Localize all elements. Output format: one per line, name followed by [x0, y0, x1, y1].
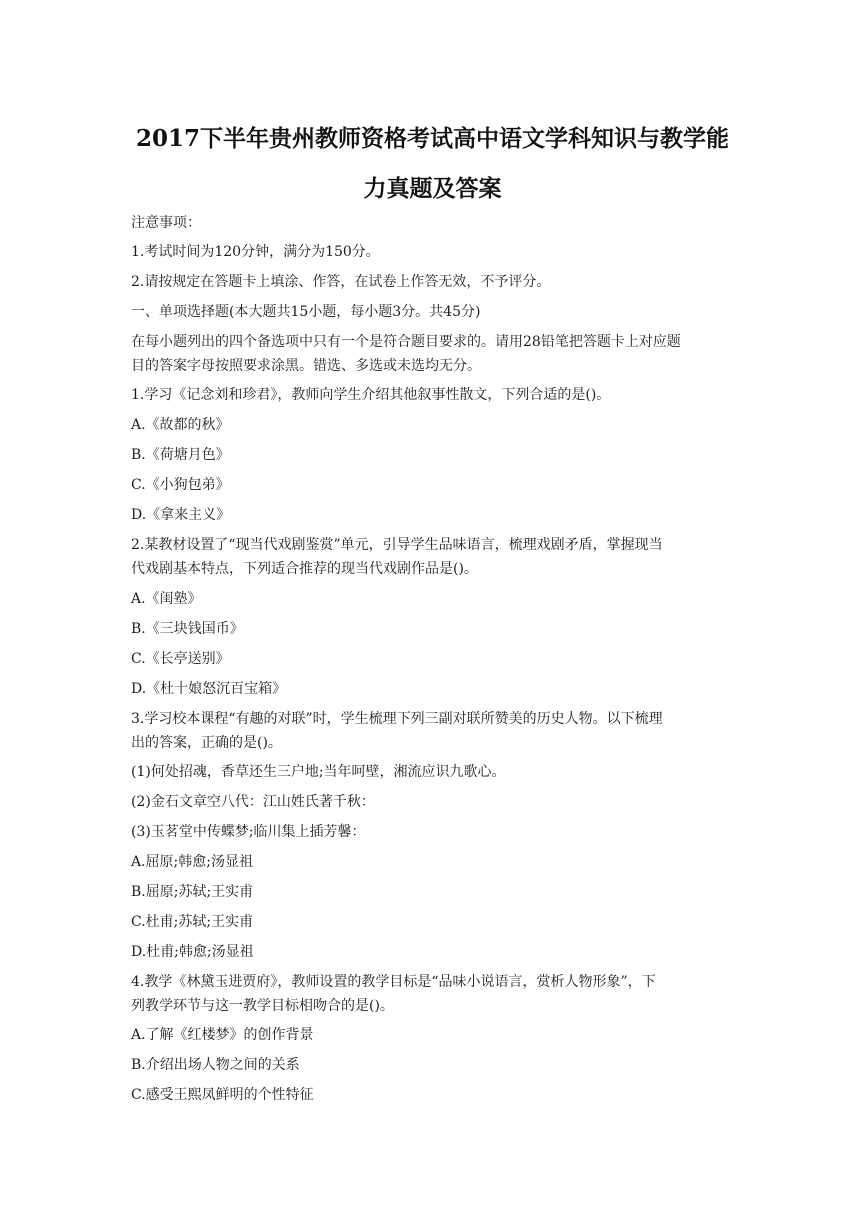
question-4-option-a: A.了解《红楼梦》的创作背景: [131, 1027, 314, 1043]
question-3-option-b: B.屈原;苏轼;王实甫: [131, 884, 254, 900]
question-3-stem-line-1: 3.学习校本课程“有趣的对联”时，学生梳理下列三副对联所赞美的历史人物。以下梳理: [131, 711, 663, 727]
question-2-option-d: D.《杜十娘怒沉百宝箱》: [131, 681, 287, 697]
question-2-option-b: B.《三块钱国币》: [131, 621, 244, 637]
question-2-stem-line-2: 代戏剧基本特点，下列适合推荐的现当代戏剧作品是()。: [131, 561, 478, 577]
instruction-line-2: 目的答案字母按照要求涂黑。错选、多选或未选均无分。: [131, 358, 481, 374]
question-3-option-a: A.屈原;韩愈;汤显祖: [131, 854, 253, 870]
document-title-line-1: 2017下半年贵州教师资格考试高中语文学科知识与教学能: [135, 125, 729, 152]
question-3-couplet-2: (2)金石文章空八代：江山姓氏著千秋：: [131, 794, 375, 810]
question-3-option-c: C.杜甫;苏轼;王实甫: [131, 914, 254, 930]
question-2-option-a: A.《闺塾》: [131, 591, 202, 607]
question-4-option-b: B.介绍出场人物之间的关系: [131, 1057, 300, 1073]
question-2-stem-line-1: 2.某教材设置了“现当代戏剧鉴赏”单元，引导学生品味语言，梳理戏剧矛盾，掌握现当: [131, 537, 663, 553]
document-title-line-2: 力真题及答案: [363, 175, 502, 202]
question-3-couplet-1: (1)何处招魂，香草还生三户地;当年呵壁，湘流应识九歌心。: [131, 764, 506, 780]
question-2-option-c: C.《长亭送别》: [131, 651, 230, 667]
question-1-option-b: B.《荷塘月色》: [131, 447, 230, 463]
question-1-option-a: A.《故都的秋》: [131, 417, 230, 433]
question-1-option-c: C.《小狗包弟》: [131, 477, 230, 493]
notice-item-2: 2.请按规定在答题卡上填涂、作答，在试卷上作答无效，不予评分。: [131, 274, 551, 290]
question-1-stem: 1.学习《记念刘和珍君》，教师向学生介绍其他叙事性散文，下列合适的是()。: [131, 387, 611, 403]
notice-item-1: 1.考试时间为120分钟，满分为150分。: [131, 244, 380, 260]
question-3-option-d: D.杜甫;韩愈;汤显祖: [131, 944, 254, 960]
question-4-stem-line-1: 4.教学《林黛玉进贾府》，教师设置的教学目标是“品味小说语言，赏析人物形象”，下: [131, 974, 656, 990]
section-heading: 一、单项选择题(本大题共15小题，每小题3分。共45分): [131, 304, 481, 320]
question-3-couplet-3: (3)玉茗堂中传蝶梦;临川集上插芳馨：: [131, 824, 366, 840]
question-1-option-d: D.《拿来主义》: [131, 507, 231, 523]
question-4-option-c: C.感受王熙凤鲜明的个性特征: [131, 1087, 314, 1103]
question-4-stem-line-2: 列教学环节与这一教学目标相吻合的是()。: [131, 998, 394, 1014]
instruction-line-1: 在每小题列出的四个备选项中只有一个是符合题目要求的。请用28铅笔把答题卡上对应题: [131, 334, 681, 350]
question-3-stem-line-2: 出的答案，正确的是()。: [131, 735, 282, 751]
notice-heading: 注意事项：: [131, 215, 201, 231]
